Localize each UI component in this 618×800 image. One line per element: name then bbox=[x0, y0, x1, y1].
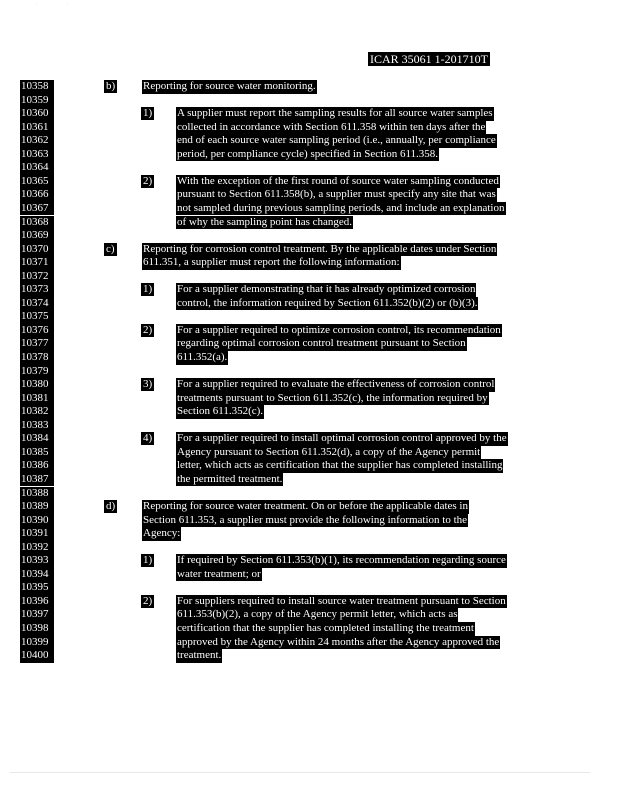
line-number: 10387 bbox=[20, 473, 54, 487]
line-number: 10378 bbox=[20, 351, 54, 365]
item-text-line: pursuant to Section 611.358(b), a supplier must specify any site that was bbox=[177, 188, 496, 201]
item-text-line: not sampled during previous sampling periods, and include an explanation bbox=[177, 201, 505, 214]
subsection-text-line: Section 611.353, a supplier must provide the following information to the bbox=[143, 513, 468, 526]
line-number: 10386 bbox=[20, 459, 54, 473]
line-number: 10374 bbox=[20, 297, 54, 311]
item-label: 1) bbox=[143, 107, 153, 120]
item-text-line: For a supplier required to evaluate the effectiveness of corrosion control bbox=[177, 378, 495, 391]
line-number: 10382 bbox=[20, 405, 54, 419]
line-number: 10393 bbox=[20, 554, 54, 568]
subsection-label: b) bbox=[106, 80, 116, 92]
item-label: 2) bbox=[143, 594, 153, 607]
subsection-text-line: Reporting for source water treatment. On or before the applicable dates in bbox=[143, 500, 468, 513]
line-number: 10370 bbox=[20, 243, 54, 257]
line-number: 10360 bbox=[20, 107, 54, 121]
line-number: 10379 bbox=[20, 365, 54, 379]
subsection-label: c) bbox=[106, 242, 115, 255]
item-text-line: For a supplier required to optimize corrosion control, its recommendation bbox=[177, 323, 501, 336]
item-text-line: period, per compliance cycle) specified in Section 611.358. bbox=[177, 147, 439, 160]
item-text-line: certification that the supplier has completed installing the treatment bbox=[177, 622, 474, 634]
page-footer-rule bbox=[10, 772, 590, 773]
line-number: 10365 bbox=[20, 175, 54, 189]
page-header: ICAR 35061 1-201710T bbox=[370, 52, 488, 66]
line-number: 10372 bbox=[20, 270, 54, 284]
subsection-text-line: Agency: bbox=[143, 527, 181, 540]
line-number: 10367 bbox=[20, 202, 54, 216]
line-number: 10371 bbox=[20, 256, 54, 270]
line-number: 10368 bbox=[20, 216, 54, 230]
line-number: 10359 bbox=[20, 94, 54, 108]
item-label: 1) bbox=[143, 283, 153, 296]
line-number: 10362 bbox=[20, 134, 54, 148]
item-label: 2) bbox=[143, 174, 153, 187]
line-number: 10364 bbox=[20, 161, 54, 175]
item-text-line: 611.352(a). bbox=[177, 351, 228, 363]
line-number: 10391 bbox=[20, 527, 54, 541]
item-text-line: water treatment; or bbox=[177, 567, 261, 580]
item-label: 4) bbox=[143, 432, 153, 445]
line-number: 10381 bbox=[20, 392, 54, 406]
item-text-line: control, the information required by Section 611.352(b)(2) or (b)(3). bbox=[177, 296, 478, 309]
line-number: 10385 bbox=[20, 446, 54, 460]
scan-mark: · bbox=[66, 2, 68, 8]
line-number: 10373 bbox=[20, 283, 54, 297]
line-number: 10398 bbox=[20, 622, 54, 636]
item-text-line: A supplier must report the sampling results for all source water samples bbox=[177, 107, 493, 120]
subsection-text-line: 611.351, a supplier must report the following information: bbox=[143, 256, 400, 269]
line-number: 10389 bbox=[20, 500, 54, 514]
line-number: 10396 bbox=[20, 595, 54, 609]
item-text-line: For suppliers required to install source water treatment pursuant to Section bbox=[177, 594, 506, 607]
item-text-line: treatment. bbox=[177, 649, 222, 662]
line-number: 10366 bbox=[20, 188, 54, 202]
line-number: 10380 bbox=[20, 378, 54, 392]
line-number: 10392 bbox=[20, 541, 54, 555]
item-text-line: the permitted treatment. bbox=[177, 472, 283, 485]
scan-mark: · bbox=[36, 2, 38, 8]
line-number: 10363 bbox=[20, 148, 54, 162]
subsection-text-line: Reporting for source water monitoring. bbox=[143, 80, 316, 92]
line-number: 10390 bbox=[20, 514, 54, 528]
item-text-line: Section 611.352(c). bbox=[177, 405, 264, 418]
item-text-line: Agency pursuant to Section 611.352(d), a copy of the Agency permit bbox=[177, 445, 481, 458]
item-text-line: If required by Section 611.353(b)(1), its recommendation regarding source bbox=[177, 554, 506, 567]
subsection-text-line: Reporting for corrosion control treatment. By the applicable dates under Section bbox=[143, 242, 497, 255]
item-text-line: For a supplier demonstrating that it has already optimized corrosion bbox=[177, 283, 476, 296]
line-number: 10395 bbox=[20, 581, 54, 595]
line-number: 10384 bbox=[20, 432, 54, 446]
item-text-line: of why the sampling point has changed. bbox=[177, 215, 353, 228]
item-text-line: end of each source water sampling period (i.e., annually, per compliance bbox=[177, 134, 496, 147]
item-label: 1) bbox=[143, 554, 153, 567]
item-text-line: collected in accordance with Section 611.358 within ten days after the bbox=[177, 120, 486, 133]
item-text-line: letter, which acts as certification that the supplier has completed installing bbox=[177, 459, 503, 472]
line-number: 10376 bbox=[20, 324, 54, 338]
item-label: 3) bbox=[143, 378, 153, 391]
line-number: 10361 bbox=[20, 121, 54, 135]
item-text-line: For a supplier required to install optimal corrosion control approved by the bbox=[177, 432, 507, 445]
line-number: 10394 bbox=[20, 568, 54, 582]
line-number: 10388 bbox=[20, 487, 54, 501]
line-number: 10400 bbox=[20, 649, 54, 663]
item-text-line: treatments pursuant to Section 611.352(c), the information required by bbox=[177, 391, 488, 404]
subsection-label: d) bbox=[106, 500, 116, 513]
item-text-line: 611.353(b)(2), a copy of the Agency permit letter, which acts as bbox=[177, 608, 458, 621]
line-number: 10397 bbox=[20, 608, 54, 622]
item-text-line: approved by the Agency within 24 months after the Agency approved the bbox=[177, 635, 500, 648]
item-text-line: regarding optimal corrosion control treatment pursuant to Section bbox=[177, 337, 466, 350]
line-number: 10375 bbox=[20, 310, 54, 324]
line-number: 10369 bbox=[20, 229, 54, 243]
item-label: 2) bbox=[143, 323, 153, 336]
line-number: 10399 bbox=[20, 636, 54, 650]
line-number: 10358 bbox=[20, 80, 54, 94]
line-number: 10383 bbox=[20, 419, 54, 433]
line-number: 10377 bbox=[20, 337, 54, 351]
item-text-line: With the exception of the first round of source water sampling conducted bbox=[177, 174, 499, 187]
